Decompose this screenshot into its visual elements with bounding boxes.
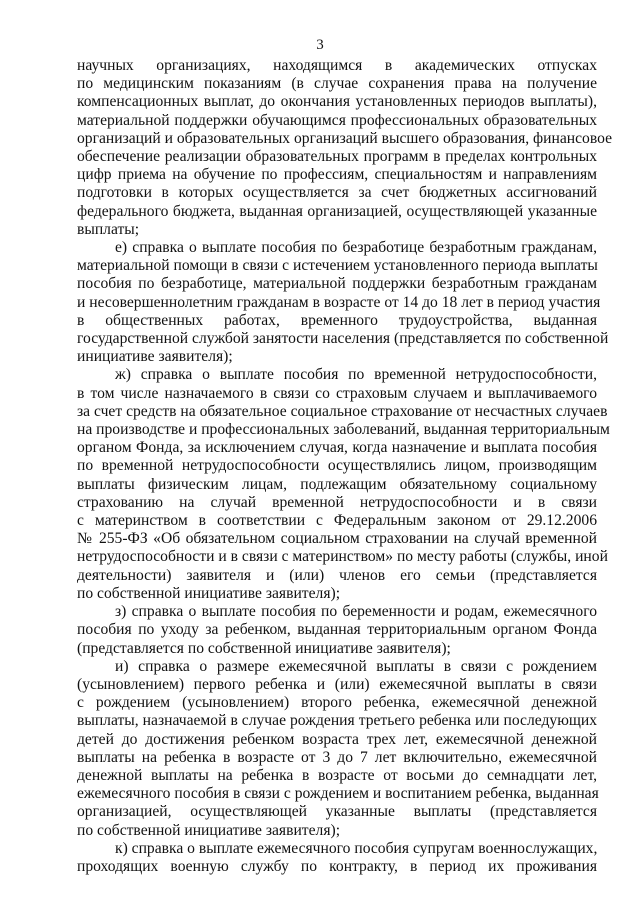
text-line: выплаты на ребенка в возрасте от 3 до 7 лет включительно, ежемесячной <box>77 748 597 766</box>
text-line: и) справка о размере ежемесячной выплаты в связи с рождением <box>115 657 597 675</box>
text-line: деятельности) заявителя и (или) членов его семьи (представляется <box>77 566 597 584</box>
text-line: проходящих военную службу по контракту, в период их проживания <box>77 857 597 875</box>
text-line: государственной службой занятости населения (представляется по собственной <box>77 330 609 348</box>
text-line: с рождением (усыновлением) второго ребенка, ежемесячной денежной <box>77 694 597 712</box>
text-line: выплаты; <box>77 220 140 238</box>
text-line: (представляется по собственной инициативе заявителя); <box>77 639 451 657</box>
text-line: организацией, осуществляющей указанные выплаты (представляется <box>77 803 597 821</box>
text-line: нетрудоспособности и в связи с материнством» по месту работы (службы, иной <box>77 548 608 566</box>
text-line: страхованию на случай временной нетрудоспособности и в связи <box>77 493 597 511</box>
paragraph-p-i <box>77 658 597 840</box>
paragraph-p-e <box>77 239 609 366</box>
text-line: в том числе назначаемого в связи со страховым случаем и выплачиваемого <box>77 384 597 402</box>
text-line: компенсационных выплат, до окончания установленных периодов выплаты), <box>77 93 597 111</box>
text-line: на производстве и профессиональных заболеваний, выданная территориальным <box>77 421 610 439</box>
text-line: органом Фонда, за исключением случая, когда назначение и выплата пособия <box>77 439 597 457</box>
paragraph-p-continued <box>77 57 612 239</box>
text-line: ежемесячного пособия в связи с рождением и воспитанием ребенка, выданная <box>77 785 599 803</box>
text-line: по собственной инициативе заявителя); <box>77 821 341 839</box>
paragraph-p-z <box>77 603 597 658</box>
text-line: з) справка о выплате пособия по беременности и родам, ежемесячного <box>115 603 597 621</box>
text-line: в общественных работах, временного трудоустройства, выданная <box>77 311 597 329</box>
text-line: № 255-ФЗ «Об обязательном социальном страховании на случай временной <box>77 530 597 548</box>
text-line: цифр приема на обучение по профессиям, специальностям и направлениям <box>77 166 597 184</box>
text-line: пособия по безработице, материальной поддержки безработным гражданам <box>77 275 597 293</box>
text-line: федерального бюджета, выданная организацией, осуществляющей указанные <box>77 202 597 220</box>
text-line: выплаты физическим лицам, подлежащим обязательному социальному <box>77 475 597 493</box>
text-line: денежной выплаты на ребенка в возрасте от восьми до семнадцати лет, <box>77 766 597 784</box>
text-line: обеспечение реализации образовательных программ в пределах контрольных <box>77 148 597 166</box>
text-line: по собственной инициативе заявителя); <box>77 584 341 602</box>
text-line: пособия по уходу за ребенком, выданная территориальным органом Фонда <box>77 621 597 639</box>
text-line: с материнством в соответствии с Федеральным законом от 29.12.2006 <box>77 512 597 530</box>
text-line: по временной нетрудоспособности осуществлялись лицом, производящим <box>77 457 597 475</box>
text-line: научных организациях, находящимся в академических отпусках <box>77 57 597 74</box>
text-line: по медицинским показаниям (в случае сохранения права на получение <box>77 75 597 93</box>
text-line: детей до достижения ребенком возраста трех лет, ежемесячной денежной <box>77 730 597 748</box>
page-number: 3 <box>316 37 324 53</box>
text-line: выплаты, назначаемой в случае рождения третьего ребенка или последующих <box>77 712 597 730</box>
paragraph-p-zh <box>77 366 610 603</box>
document-body <box>77 57 612 876</box>
text-line: к) справка о выплате ежемесячного пособия супругам военнослужащих, <box>115 839 598 857</box>
text-line: материальной поддержки обучающимся профессиональных образовательных <box>77 111 597 129</box>
text-line: ж) справка о выплате пособия по временной нетрудоспособности, <box>115 366 597 384</box>
text-line: инициативе заявителя); <box>77 348 233 366</box>
text-line: организаций и образовательных организаций высшего образования, финансовое <box>77 129 612 147</box>
text-line: подготовки в которых осуществляется за счет бюджетных ассигнований <box>77 184 597 202</box>
text-line: за счет средств на обязательное социальное страхование от несчастных случаев <box>77 402 608 420</box>
paragraph-p-k <box>77 840 597 876</box>
text-line: (усыновлением) первого ребенка и (или) ежемесячной выплаты в связи <box>77 675 597 693</box>
text-line: и несовершеннолетним гражданам в возрасте от 14 до 18 лет в период участия <box>77 293 601 311</box>
text-line: материальной помощи в связи с истечением установленного периода выплаты <box>77 257 598 275</box>
text-line: е) справка о выплате пособия по безработице безработным гражданам, <box>115 239 597 257</box>
